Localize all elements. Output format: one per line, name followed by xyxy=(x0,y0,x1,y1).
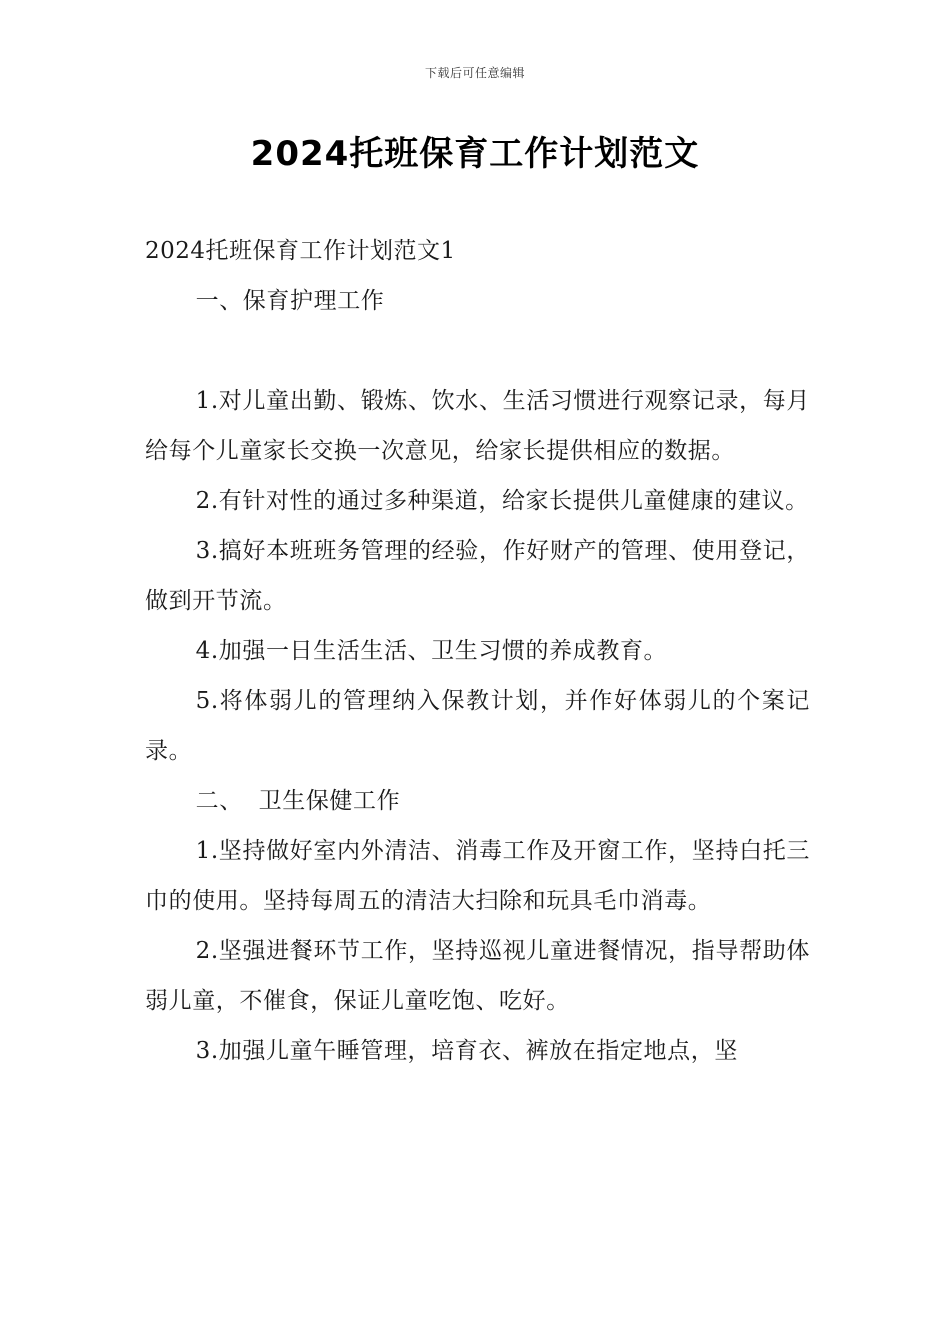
paragraph: 5.将体弱儿的管理纳入保教计划，并作好体弱儿的个案记录。 xyxy=(145,688,810,764)
paragraph: 1.对儿童出勤、锻炼、饮水、生活习惯进行观察记录，每月给每个儿童家长交换一次意见，给家长提供相应的数据。 xyxy=(145,388,810,464)
paragraph: 2.有针对性的通过多种渠道，给家长提供儿童健康的建议。 xyxy=(195,488,809,514)
header-note: 下载后可任意编辑 xyxy=(424,66,525,80)
document-title: 2024托班保育工作计划范文 xyxy=(250,134,700,174)
paragraph: 3.加强儿童午睡管理，培育衣、裤放在指定地点，坚 xyxy=(195,1038,738,1064)
document-body xyxy=(145,276,810,1076)
section-heading-care: 一、保育护理工作 xyxy=(195,288,385,314)
paragraph: 3.搞好本班班务管理的经验，作好财产的管理、使用登记，做到开节流。 xyxy=(145,538,810,614)
paragraph: 1.坚持做好室内外清洁、消毒工作及开窗工作，坚持白托三巾的使用。坚持每周五的清洁大扫除和玩具毛巾消毒。 xyxy=(145,838,810,914)
section-subtitle: 2024托班保育工作计划范文1 xyxy=(145,238,456,264)
section-heading-hygiene: 二、 卫生保健工作 xyxy=(195,788,401,814)
paragraph: 2.坚强进餐环节工作，坚持巡视儿童进餐情况，指导帮助体弱儿童，不催食，保证儿童吃饱、吃好。 xyxy=(145,938,810,1014)
paragraph: 4.加强一日生活生活、卫生习惯的养成教育。 xyxy=(195,638,668,664)
